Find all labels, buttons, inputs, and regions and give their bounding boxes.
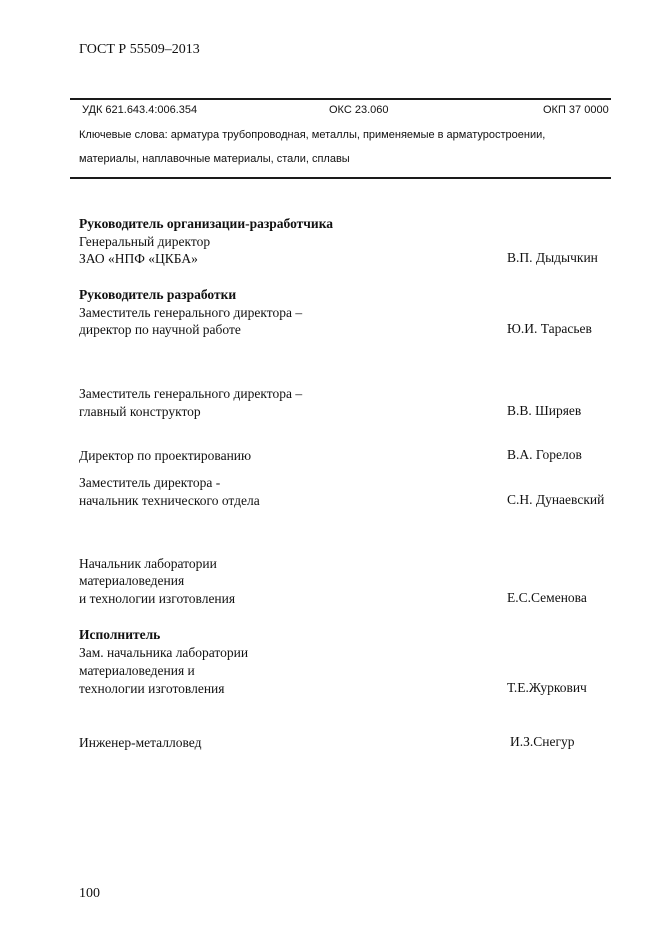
design-director-name: В.А. Горелов: [507, 447, 582, 462]
udk-code: УДК 621.643.4:006.354: [82, 104, 198, 116]
executor-name: Т.Е.Журкович: [507, 680, 587, 695]
deputy-chief-position-2: главный конструктор: [79, 404, 201, 419]
bottom-rule: [70, 177, 611, 179]
lab-head-position-1: Начальник лаборатории: [79, 556, 217, 571]
design-director-position: Директор по проектированию: [79, 448, 252, 463]
dev-head-name: Ю.И. Тарасьев: [507, 321, 592, 336]
dev-head-heading: Руководитель разработки: [79, 287, 237, 302]
org-head-position: Генеральный директор: [79, 234, 211, 249]
top-rule: [70, 98, 611, 100]
tech-dept-position-1: Заместитель директора -: [79, 475, 221, 490]
lab-head-name: Е.С.Семенова: [507, 590, 587, 605]
deputy-chief-name: В.В. Ширяев: [507, 403, 582, 418]
engineer-name: И.З.Снегур: [510, 734, 575, 749]
org-head-company: ЗАО «НПФ «ЦКБА»: [79, 251, 198, 266]
tech-dept-position-2: начальник технического отдела: [79, 493, 260, 508]
org-head-name: В.П. Дыдычкин: [507, 250, 598, 265]
lab-head-position-2: материаловедения: [79, 573, 185, 588]
executor-position-3: технологии изготовления: [79, 681, 225, 696]
executor-position-1: Зам. начальника лаборатории: [79, 645, 249, 660]
executor-heading: Исполнитель: [79, 627, 161, 642]
page-number: 100: [79, 886, 100, 901]
lab-head-position-3: и технологии изготовления: [79, 591, 236, 606]
org-head-heading: Руководитель организации-разработчика: [79, 216, 334, 231]
document-header: ГОСТ Р 55509–2013: [79, 42, 200, 57]
keywords-line-2: материалы, наплавочные материалы, стали, сплавы: [79, 153, 350, 165]
executor-position-2: материаловедения и: [79, 663, 195, 678]
oks-code: ОКС 23.060: [329, 104, 389, 116]
tech-dept-name: С.Н. Дунаевский: [507, 492, 605, 507]
okp-code: ОКП 37 0000: [543, 104, 609, 116]
deputy-chief-position-1: Заместитель генерального директора –: [79, 386, 303, 401]
keywords-line-1: Ключевые слова: арматура трубопроводная, металлы, применяемые в арматуростроении,: [79, 129, 546, 141]
engineer-position: Инженер-металловед: [79, 735, 202, 750]
dev-head-position-1: Заместитель генерального директора –: [79, 305, 303, 320]
dev-head-position-2: директор по научной работе: [79, 322, 241, 337]
